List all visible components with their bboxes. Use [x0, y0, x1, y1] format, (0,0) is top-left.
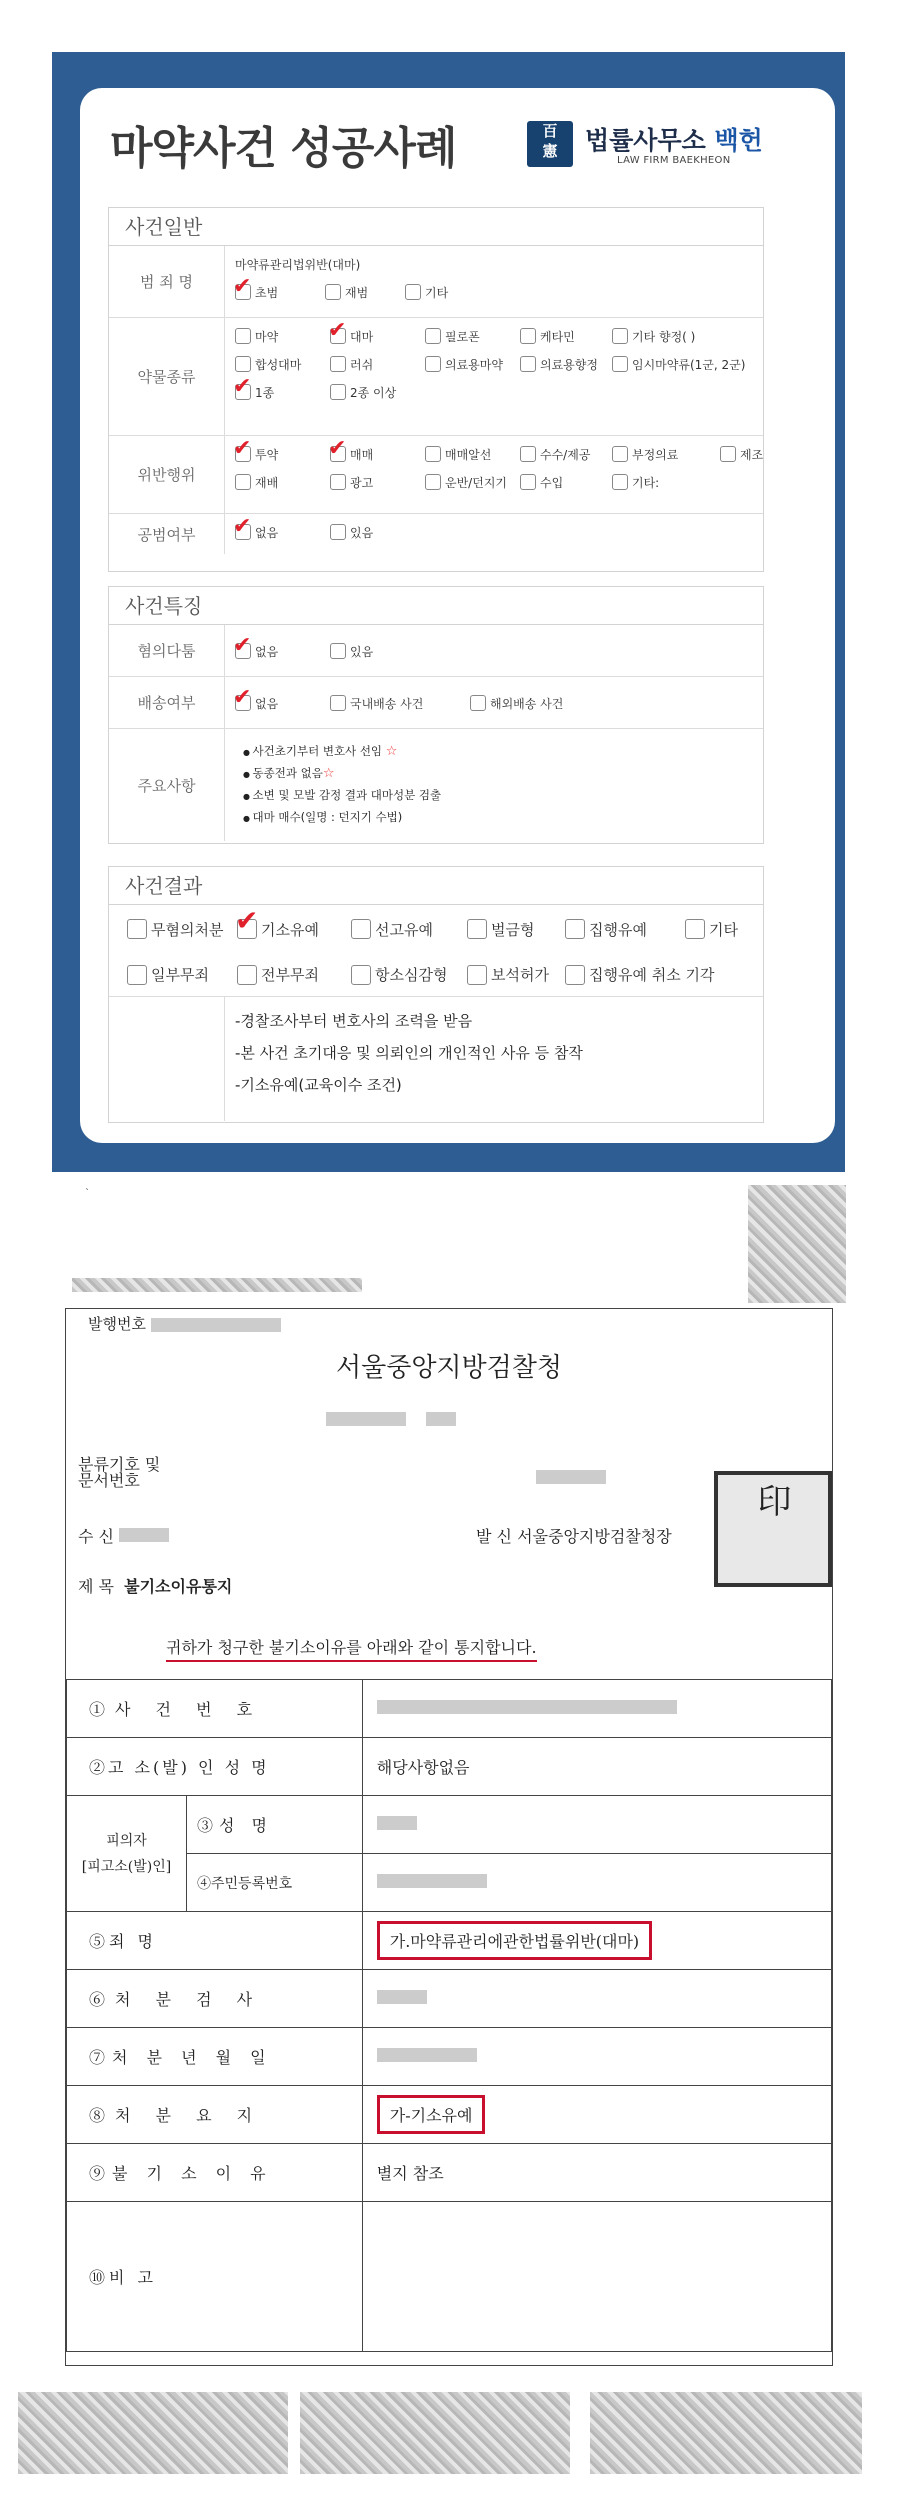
redacted-line	[536, 1469, 606, 1488]
option-dispute[interactable]: ✔ 없음	[233, 632, 279, 659]
option-act[interactable]: 부정의료	[612, 446, 720, 463]
table-row: ⑩비 고	[67, 2202, 832, 2352]
crime-value: 마약류관리법위반(대마)	[235, 257, 361, 272]
option-accomplice[interactable]: ✔ 없음	[233, 513, 279, 540]
sender-label: 발 신 서울중앙지방검찰청장	[476, 1527, 672, 1546]
option-drug[interactable]: 의료용향정	[520, 356, 612, 373]
option-drug[interactable]: 케타민	[520, 328, 612, 345]
star-icon: ☆	[322, 766, 335, 781]
stray-mark: `	[85, 1188, 90, 1199]
table-row: ⑤죄 명 가.마약류관리에관한법률위반(대마)	[67, 1912, 832, 1970]
option-drug[interactable]: 러쉬	[330, 356, 425, 373]
option-other[interactable]: 기타	[405, 284, 448, 301]
row-label: 주요사항	[109, 729, 225, 841]
notice-sentence: 귀하가 청구한 불기소이유를 아래와 같이 통지합니다.	[166, 1635, 537, 1662]
check-icon: ✔	[233, 373, 252, 399]
option-act[interactable]: 재배	[235, 474, 330, 491]
option-result[interactable]: 전부무죄	[237, 964, 351, 985]
list-item: ● 사건초기부터 변호사 선임 ☆	[243, 741, 753, 763]
option-drug[interactable]: 임시마약류(1군, 2군)	[612, 356, 745, 373]
row-accomplice	[109, 514, 763, 554]
page-title: 마약사건 성공사례	[110, 123, 457, 174]
logo-icon: 百 憲	[527, 121, 573, 167]
option-drug[interactable]: 합성대마	[235, 356, 330, 373]
table-row: ⑨불 기 소 이 유 별지 참조	[67, 2144, 832, 2202]
redacted-header	[72, 1278, 362, 1292]
recipient-label: 수 신	[78, 1524, 169, 1547]
check-icon: ✔	[233, 684, 252, 710]
check-icon: ✔	[233, 513, 252, 539]
section-title: 사건특징	[109, 587, 763, 625]
option-delivery[interactable]: 국내배송 사건	[330, 695, 470, 712]
row-label: 배송여부	[109, 677, 225, 728]
section-features	[108, 586, 764, 844]
row-key-points	[109, 729, 763, 841]
option-delivery[interactable]: 해외배송 사건	[470, 695, 563, 712]
option-act[interactable]: 기타:	[612, 474, 659, 491]
issue-number: 발행번호	[88, 1313, 281, 1334]
row-crime	[109, 246, 763, 318]
row-label: 위반행위	[109, 436, 225, 513]
check-icon: ✔	[235, 903, 259, 937]
section-title: 사건일반	[109, 208, 763, 246]
check-icon: ✔	[233, 632, 252, 658]
row-delivery	[109, 677, 763, 729]
redacted-footer	[18, 2392, 288, 2474]
option-result[interactable]: 무혐의처분	[127, 919, 237, 940]
row-violation	[109, 436, 763, 514]
highlight-box: 가.마약류관리에관한법률위반(대마)	[377, 1921, 652, 1960]
option-repeat-offense[interactable]: 재범	[325, 284, 405, 301]
row-label: 약물종류	[109, 318, 225, 435]
row-notes	[109, 997, 763, 1121]
section-result	[108, 866, 764, 1123]
table-row: ①사 건 번 호	[67, 1680, 832, 1738]
section-general	[108, 207, 764, 572]
star-icon: ☆	[385, 744, 398, 759]
option-drug-grade[interactable]: 2종 이상	[330, 384, 396, 401]
option-result[interactable]: 기타	[685, 919, 738, 940]
option-result[interactable]: 선고유예	[351, 919, 467, 940]
option-result[interactable]: 항소심감형	[351, 964, 467, 985]
note-line: -경찰조사부터 변호사의 조력을 받음	[235, 1012, 473, 1030]
option-act[interactable]: 제조	[720, 446, 763, 463]
redacted-footer	[590, 2392, 862, 2474]
option-act[interactable]: ✔ 투약	[233, 435, 279, 462]
row-result-1	[109, 905, 763, 953]
option-act[interactable]: ✔ 매매	[328, 435, 374, 462]
check-icon: ✔	[233, 435, 252, 461]
notice-table	[66, 1679, 832, 2352]
option-drug[interactable]: 필로폰	[425, 328, 520, 345]
classification-label: 분류기호 및 문서번호	[78, 1455, 161, 1490]
table-row: ⑧처 분 요 지 가-기소유예	[67, 2086, 832, 2144]
option-result[interactable]: 보석허가	[467, 964, 565, 985]
option-drug[interactable]: ✔ 대마	[328, 317, 374, 344]
redacted-stamp	[748, 1185, 846, 1303]
table-row: 피의자 [피고소(발)인] ③성 명	[67, 1796, 832, 1854]
option-drug[interactable]: 의료용마약	[425, 356, 520, 373]
redacted-line	[326, 1411, 456, 1430]
list-item: ● 대마 매수(일명 : 던지기 수법)	[243, 807, 753, 829]
section-title: 사건결과	[109, 867, 763, 905]
logo-name: 법률사무소 백헌	[585, 126, 763, 155]
note-line: -기소유예(교육이수 조건)	[235, 1076, 402, 1094]
option-result[interactable]: ✔ 기소유예	[235, 903, 319, 939]
option-accomplice[interactable]: 있음	[330, 524, 373, 541]
check-icon: ✔	[328, 435, 347, 461]
table-row: ②고 소(발) 인 성 명 해당사항없음	[67, 1738, 832, 1796]
option-delivery[interactable]: ✔ 없음	[233, 684, 279, 711]
list-item: ● 동종전과 없음☆	[243, 763, 753, 785]
note-line: -본 사건 초기대응 및 의뢰인의 개인적인 사유 등 참작	[235, 1044, 583, 1062]
option-result[interactable]: 벌금형	[467, 919, 565, 940]
row-label: 공범여부	[109, 514, 225, 554]
option-drug[interactable]: 기타 향정( )	[612, 328, 695, 345]
option-act[interactable]: 수수/제공	[520, 446, 612, 463]
key-points-list	[235, 741, 753, 829]
official-notice-document	[65, 1308, 833, 2366]
option-result[interactable]: 일부무죄	[127, 964, 237, 985]
document-org: 서울중앙지방검찰청	[335, 1353, 563, 1383]
row-label	[109, 997, 225, 1121]
option-result[interactable]: 집행유예	[565, 919, 685, 940]
row-result-2	[109, 953, 763, 997]
option-act[interactable]: 광고	[330, 474, 425, 491]
option-drug[interactable]: 마약	[235, 328, 330, 345]
table-row: ⑥처 분 검 사	[67, 1970, 832, 2028]
option-first-offense[interactable]: ✔ 초범	[233, 273, 279, 300]
check-icon: ✔	[233, 273, 252, 299]
option-dispute[interactable]: 있음	[330, 643, 373, 660]
subject-label: 제 목 불기소이유통지	[78, 1577, 233, 1596]
logo-english: LAW FIRM BAEKHEON	[617, 155, 731, 166]
option-act[interactable]: 수입	[520, 474, 612, 491]
row-dispute	[109, 625, 763, 677]
official-seal: 印	[714, 1471, 832, 1587]
row-drug-type	[109, 318, 763, 436]
row-label: 혐의다툼	[109, 625, 225, 676]
option-result[interactable]: 집행유예 취소 기각	[565, 964, 714, 985]
table-row: ④주민등록번호	[67, 1854, 832, 1912]
row-label: 범 죄 명	[109, 246, 225, 317]
highlight-box: 가-기소유예	[377, 2095, 486, 2134]
option-act[interactable]: 매매알선	[425, 446, 520, 463]
table-row: ⑦처 분 년 월 일	[67, 2028, 832, 2086]
option-drug-grade[interactable]: ✔ 1종	[233, 373, 275, 400]
redacted-footer	[300, 2392, 570, 2474]
list-item: ● 소변 및 모발 감정 결과 대마성분 검출	[243, 785, 753, 807]
option-act[interactable]: 운반/던지기	[425, 474, 520, 491]
check-icon: ✔	[328, 317, 347, 343]
